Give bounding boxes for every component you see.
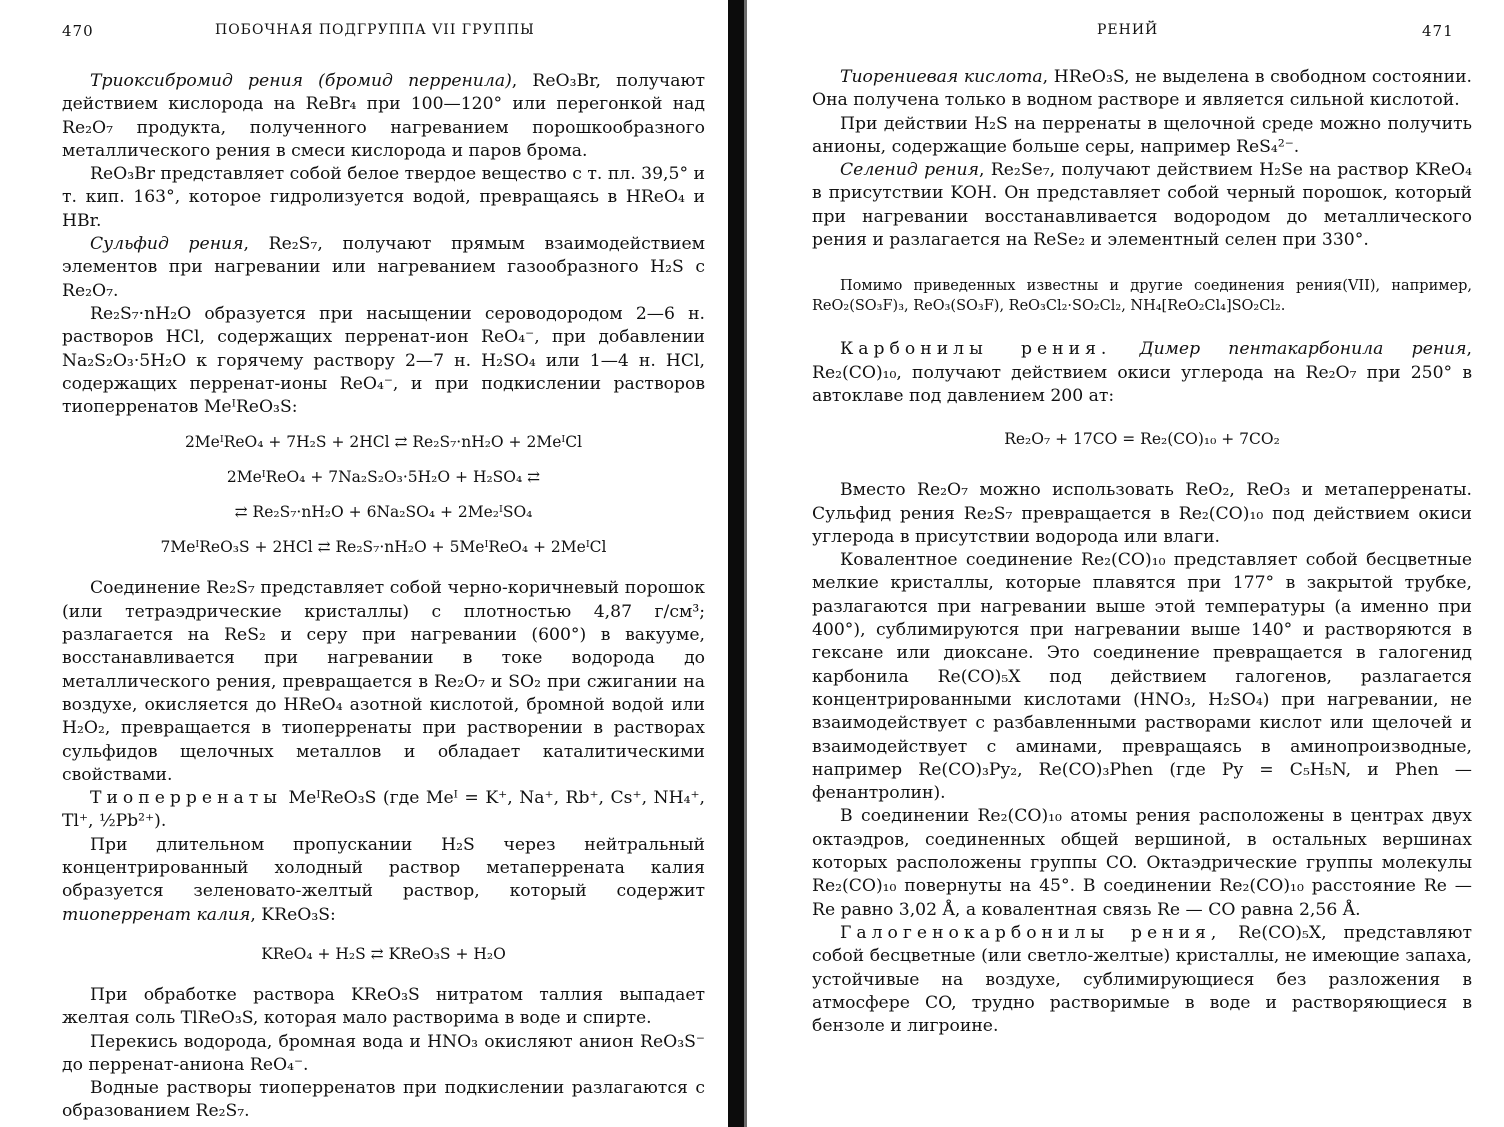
term: Димер пентакарбонила рения — [1139, 339, 1467, 360]
paragraph-text: , HReO₃S, не выделена в свободном состоянии. Она получена только в водном растворе и является сильной кислотой. — [812, 67, 1472, 111]
paragraph: Водные растворы тиоперренатов при подкислении разлагаются с образованием Re₂S₇. — [62, 1078, 705, 1122]
right-column — [812, 66, 1472, 1038]
paragraph — [812, 922, 1472, 1038]
term: тиоперренат калия — [62, 904, 251, 925]
paragraph — [62, 787, 705, 834]
equation: 7MeᴵReO₃S + 2HCl ⇄ Re₂S₇·nH₂O + 5MeᴵReO₄ + 2MeᴵCl — [160, 538, 607, 557]
paragraph: ReO₃Br представляет собой белое твердое вещество с т. пл. 39,5° и т. кип. 163°, которое гидролизуется водой, превращаясь в HReO₄ и HBr. — [62, 164, 705, 231]
paragraph-text: , ReO₃Br, получают действием кислорода на ReBr₄ при 100—120° или перегонкой над Re₂O₇ продукта, полученного нагреванием порошкообразного металлического рения в смеси кислорода и паров брома. — [62, 71, 705, 161]
running-head-left: ПОБОЧНАЯ ПОДГРУППА VII ГРУППЫ — [215, 22, 535, 38]
paragraph-text: , Re₂(CO)₁₀, получают действием окиси углерода на Re₂O₇ при 250° в автоклаве под давлением 200 ат: — [812, 339, 1472, 406]
term: Селенид рения — [840, 160, 980, 181]
paragraph: При обработке раствора KReO₃S нитратом таллия выпадает желтая соль TlReO₃S, которая мало растворима в воде и спирте. — [62, 984, 705, 1029]
paragraph — [812, 338, 1472, 408]
paragraph: Re₂S₇·nH₂O образуется при насыщении сероводородом 2—6 н. растворов HCl, содержащих перренат-ион ReO₄⁻, при добавлении Na₂S₂O₃·5H₂O к горячему раствору 2—7 н. H₂SO₄ или 1—4 н. HCl, содержащих перренат-ионы ReO₄⁻, и при подкислении растворов тиоперренатов MeᴵReO₃S: — [62, 303, 705, 418]
paragraph — [812, 66, 1472, 113]
term: Сульфид рения — [90, 234, 244, 255]
spaced-term: Галогенокарбонилы рения, — [840, 922, 1222, 943]
paragraph: Соединение Re₂S₇ представляет собой черно-коричневый порошок (или тетраэдрические кристаллы) с плотностью 4,87 г/см³; разлагается на ReS₂ и серу при нагревании (600°) в вакууме, восстанавливается при нагревании в токе водорода до металлического рения, превращается в Re₂O₇ и SO₂ при сжигании на воздухе, окисляется до HReO₄ азотной кислотой, бромной водой или H₂O₂, превращается в тиоперренаты при растворении в растворах сульфидов щелочных металлов и обладает каталитическими свойствами. — [62, 578, 705, 785]
running-head-right: РЕНИЙ — [1097, 22, 1159, 38]
equation: KReO₄ + H₂S ⇄ KReO₃S + H₂O — [261, 944, 506, 963]
paragraph-text: , KReO₃S: — [250, 904, 336, 925]
left-page — [0, 0, 735, 1127]
equation: Re₂O₇ + 17CO = Re₂(CO)₁₀ + 7CO₂ — [1004, 430, 1280, 449]
paragraph: Вместо Re₂O₇ можно использовать ReO₂, ReO₃ и метаперренаты. Сульфид рения Re₂S₇ превращается в Re₂(CO)₁₀ под действием окиси углерода в присутствии водорода или влаги. — [812, 480, 1472, 547]
paragraph-text: , Re₂Se₇, получают действием H₂Se на раствор KReO₄ в присутствии KOH. Он представляет собой черный порошок, который при нагревании восстанавливается водородом до металлического рения и разлагается на ReSe₂ и элементный селен при 330°. — [812, 160, 1472, 251]
paragraph-text: При длительном пропускании H₂S через нейтральный концентрированный холодный раствор метаперрената калия образуется зеленовато-желтый раствор, который содержит — [62, 834, 705, 902]
term: Тиорениевая кислота — [840, 67, 1043, 87]
equation: ⇄ Re₂S₇·nH₂O + 6Na₂SO₄ + 2Me₂ᴵSO₄ — [234, 503, 533, 522]
paragraph — [62, 70, 705, 163]
term: Триоксибромид рения (бромид перренила) — [90, 71, 512, 91]
spaced-term: Тиоперренаты — [90, 788, 282, 809]
paragraph: Перекись водорода, бромная вода и HNO₃ окисляют анион ReO₃S⁻ до перренат-аниона ReO₄⁻. — [62, 1031, 705, 1075]
small-print-note: Помимо приведенных известны и другие соединения рения(VII), например, ReO₂(SO₃F)₃, ReO₃(SO₃F), ReO₃Cl₂·SO₂Cl₂, NH₄[ReO₂Cl₄]SO₂Cl₂. — [812, 278, 1472, 315]
equation: 2MeᴵReO₄ + 7Na₂S₂O₃·5H₂O + H₂SO₄ ⇄ — [226, 468, 541, 487]
equation: 2MeᴵReO₄ + 7H₂S + 2HCl ⇄ Re₂S₇·nH₂O + 2MeᴵCl — [184, 433, 583, 452]
paragraph: Ковалентное соединение Re₂(CO)₁₀ представляет собой бесцветные мелкие кристаллы, которые плавятся при 177° в закрытой трубке, разлагаются при нагревании выше этой температуры (а именно при 400°), сублимируются при нагревании выше 140° и растворяются в гексане или диоксане. Это соединение превращается в галогенид карбонила Re(CO)₅X под действием галогенов, разлагается концентрированными кислотами (HNO₃, H₂SO₄) при нагревании, не взаимодействует с разбавленными растворами кислот или щелочей и взаимодействует с аминами, превращаясь в аминопроизводные, например Re(CO)₃Py₂, Re(CO)₃Phen (где Py = C₅H₅N, и Phen — фенантролин). — [812, 550, 1472, 804]
paragraph: В соединении Re₂(CO)₁₀ атомы рения расположены в центрах двух октаэдров, соединенных общей вершиной, в остальных вершинах которых расположены группы CO. Октаэдрические группы молекулы Re₂(CO)₁₀ повернуты на 45°. В соединении Re₂(CO)₁₀ расстояние Re — Re равно 3,02 Å, а ковалентная связь Re — CO равна 2,56 Å. — [812, 806, 1472, 920]
paragraph — [62, 233, 705, 303]
spine-edge — [744, 0, 747, 1127]
paragraph-text: MeᴵReO₃S (где Meᴵ = K⁺, Na⁺, Rb⁺, Cs⁺, NH₄⁺, Tl⁺, ½Pb²⁺). — [62, 788, 705, 832]
page-number-left: 470 — [62, 22, 94, 40]
paragraph — [812, 159, 1472, 252]
paragraph-text: Re(CO)₅X, представляют собой бесцветные (или светло-желтые) кристаллы, не имеющие запаха, устойчивые на воздухе, сублимирующиеся без разложения в атмосфере CO, трудно растворимые в воде и растворяющиеся в бензоле и лигроине. — [812, 922, 1472, 1037]
paragraph-text: , Re₂S₇, получают прямым взаимодействием элементов при нагревании или нагреванием газообразного H₂S с Re₂O₇. — [62, 234, 705, 301]
paragraph — [62, 834, 705, 927]
paragraph: При действии H₂S на перренаты в щелочной среде можно получить анионы, содержащие больше серы, например ReS₄²⁻. — [812, 113, 1472, 157]
right-page — [752, 0, 1504, 1127]
left-column — [62, 70, 705, 1124]
spaced-term: Карбонилы рения. — [840, 339, 1112, 360]
page-number-right: 471 — [1422, 22, 1454, 40]
